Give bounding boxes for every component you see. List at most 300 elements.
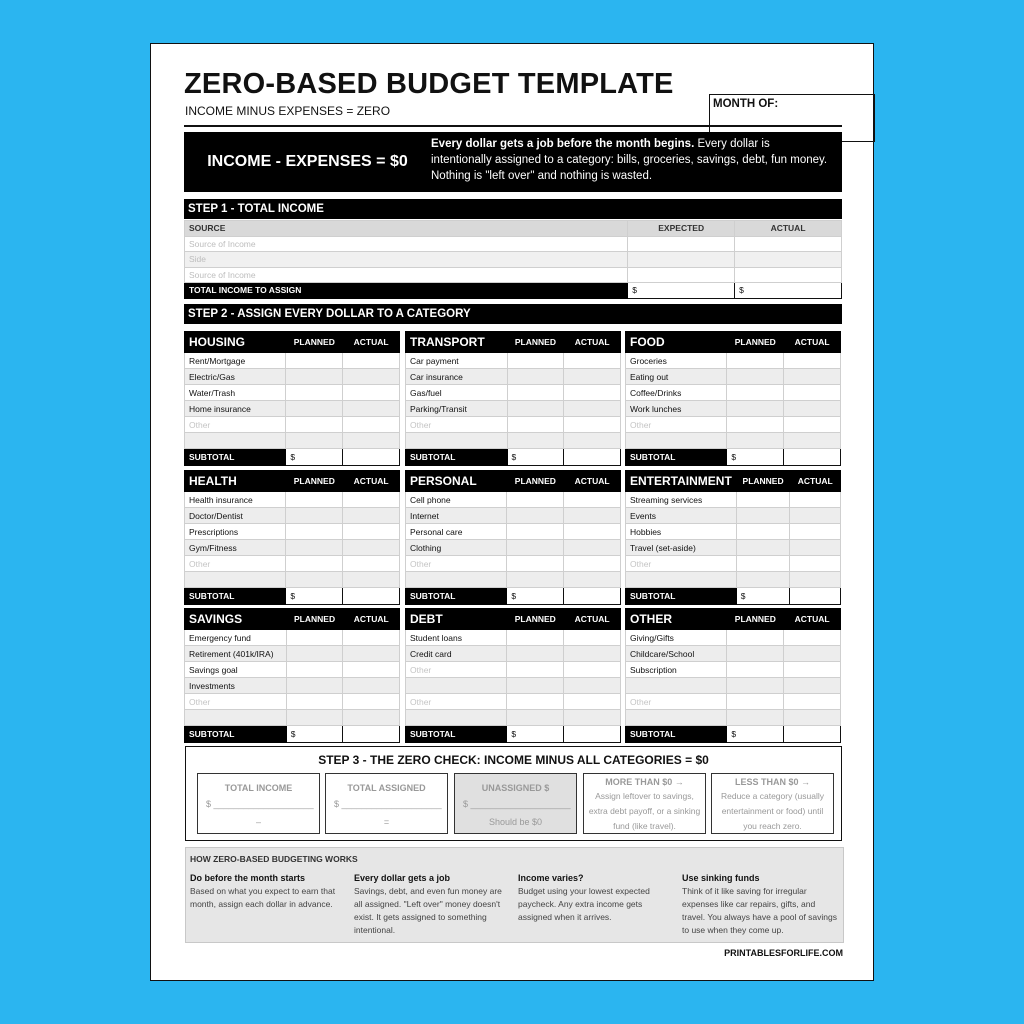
actual-cell[interactable] [784,401,841,417]
box-title: TOTAL INCOME [224,783,293,793]
table-row [406,630,621,646]
actual-cell[interactable] [790,508,841,524]
col-planned: PLANNED [286,609,343,630]
subtotal-label: SUBTOTAL [406,726,507,743]
actual-cell[interactable] [564,385,621,401]
how-column-title: Every dollar gets a job [354,873,451,883]
category-name: HEALTH [185,471,286,492]
col-actual: ACTUAL [564,471,621,492]
category-table [405,331,621,466]
line-item-label[interactable]: Water/Trash [185,385,286,401]
how-column-title: Income varies? [518,873,584,883]
actual-cell[interactable] [343,353,400,369]
actual-cell[interactable] [564,369,621,385]
planned-cell[interactable] [727,646,784,662]
actual-cell[interactable] [564,353,621,369]
subtotal-planned[interactable]: $ [507,726,564,743]
line-item-label[interactable]: Events [626,508,737,524]
total-assigned-box[interactable] [325,773,448,834]
actual-cell[interactable] [564,401,621,417]
planned-cell[interactable] [507,710,564,726]
line-item-label[interactable]: Work lunches [626,401,727,417]
actual-cell[interactable] [784,710,841,726]
table-row [626,524,841,540]
actual-cell[interactable] [790,540,841,556]
planned-cell[interactable] [507,492,564,508]
less-than-zero-box [711,773,834,834]
total-income-box[interactable] [197,773,320,834]
how-column [682,873,840,937]
actual-cell[interactable] [784,417,841,433]
line-item-label[interactable]: Coffee/Drinks [626,385,727,401]
actual-cell[interactable] [784,353,841,369]
table-row [626,572,841,588]
planned-cell[interactable] [507,540,564,556]
category-table [405,470,621,605]
table-row [626,678,841,694]
category-food [625,331,841,466]
budget-page [150,43,874,981]
col-planned: PLANNED [507,609,564,630]
planned-cell[interactable] [727,401,784,417]
planned-cell[interactable] [736,540,790,556]
line-item-label[interactable]: Other [406,556,507,572]
income-source-cell[interactable]: Side [185,252,628,268]
actual-cell[interactable] [343,540,400,556]
subtotal-actual[interactable] [564,726,621,743]
box-value: $ ____________________ [463,799,571,809]
total-income-expected[interactable]: $ [628,283,735,299]
line-item-label[interactable]: Other [185,417,286,433]
line-item-label[interactable]: Gym/Fitness [185,540,286,556]
planned-cell[interactable] [286,662,343,678]
category-debt [405,608,621,743]
actual-cell[interactable] [343,694,400,710]
category-savings [184,608,400,743]
actual-cell[interactable] [790,556,841,572]
category-other [625,608,841,743]
planned-cell[interactable] [736,524,790,540]
box-note: Assign leftover to savings, extra debt payoff, or a sinking fund (like travel). [588,791,701,831]
line-item-label[interactable]: Emergency fund [185,630,287,646]
planned-cell[interactable] [286,433,343,449]
table-row [185,401,400,417]
table-row [626,385,841,401]
table-row [185,433,400,449]
actual-cell[interactable] [343,572,400,588]
box-value: $ ____________________ [334,799,442,809]
subtotal-label: SUBTOTAL [626,726,727,743]
planned-cell[interactable] [286,630,343,646]
planned-cell[interactable] [727,678,784,694]
actual-cell[interactable] [343,492,400,508]
line-item-label[interactable] [185,433,286,449]
planned-cell[interactable] [286,353,343,369]
planned-cell[interactable] [736,508,790,524]
subtotal-planned[interactable]: $ [736,588,790,605]
category-name: FOOD [626,332,727,353]
table-row [185,662,400,678]
actual-cell[interactable] [564,508,621,524]
subtotal-planned[interactable]: $ [507,588,564,605]
actual-cell[interactable] [564,417,621,433]
line-item-label[interactable]: Other [185,694,287,710]
unassigned-box[interactable] [454,773,577,834]
category-name: HOUSING [185,332,286,353]
subtotal-actual[interactable] [784,449,841,466]
how-column [354,873,512,937]
table-row [185,353,400,369]
zero-check [185,746,842,841]
planned-cell[interactable] [507,678,564,694]
line-item-label[interactable] [406,710,507,726]
income-expected-cell[interactable] [628,267,735,283]
table-row [626,630,841,646]
table-row [185,556,400,572]
planned-cell[interactable] [286,694,343,710]
actual-cell[interactable] [343,630,400,646]
actual-cell[interactable] [564,572,621,588]
equation-banner [184,132,842,192]
subtotal-planned[interactable]: $ [507,449,564,466]
actual-cell[interactable] [564,492,621,508]
step2-title: STEP 2 - ASSIGN EVERY DOLLAR TO A CATEGORY [184,304,842,324]
box-operator: – [255,817,261,827]
subtotal-actual[interactable] [343,449,400,466]
subtotal-label: SUBTOTAL [626,449,727,466]
actual-cell[interactable] [784,433,841,449]
line-item-label[interactable] [626,433,727,449]
step3-title: STEP 3 - THE ZERO CHECK: INCOME MINUS ALL CATEGORIES = $0 [318,753,709,767]
how-column-body: Based on what you expect to earn that month, assign each dollar in advance. [190,886,336,909]
actual-cell[interactable] [564,678,621,694]
planned-cell[interactable] [286,417,343,433]
table-row [626,353,841,369]
line-item-label[interactable]: Other [626,556,737,572]
subtotal-planned[interactable]: $ [286,449,343,466]
planned-cell[interactable] [507,401,564,417]
table-row [185,540,400,556]
planned-cell[interactable] [507,385,564,401]
table-row [406,678,621,694]
col-planned: PLANNED [286,471,343,492]
subtotal-label: SUBTOTAL [185,588,286,605]
planned-cell[interactable] [507,353,564,369]
planned-cell[interactable] [286,492,343,508]
planned-cell[interactable] [727,417,784,433]
category-table [184,470,400,605]
planned-cell[interactable] [286,678,343,694]
planned-cell[interactable] [507,508,564,524]
how-it-works [185,847,844,943]
line-item-label[interactable]: Other [406,694,507,710]
actual-cell[interactable] [564,433,621,449]
actual-cell[interactable] [784,369,841,385]
col-planned: PLANNED [736,471,790,492]
planned-cell[interactable] [727,710,784,726]
table-row [626,492,841,508]
planned-cell[interactable] [507,572,564,588]
actual-cell[interactable] [343,385,400,401]
planned-cell[interactable] [286,646,343,662]
table-row [626,369,841,385]
planned-cell[interactable] [507,433,564,449]
category-entertainment [625,470,841,605]
banner-text: Every dollar is intentionally assigned to a category: bills, groceries, savings, debt, fun money. Nothing is "left over" and nothing is wasted. [431,138,828,182]
table-row [626,401,841,417]
table-row [185,508,400,524]
line-item-label[interactable]: Personal care [406,524,507,540]
category-table [184,331,400,466]
line-item-label[interactable]: Rent/Mortgage [185,353,286,369]
planned-cell[interactable] [286,524,343,540]
line-item-label[interactable]: Parking/Transit [406,401,508,417]
col-planned: PLANNED [727,609,784,630]
actual-cell[interactable] [784,678,841,694]
planned-cell[interactable] [507,524,564,540]
month-label: MONTH OF: [713,98,779,110]
planned-cell[interactable] [507,630,564,646]
subtotal-actual[interactable] [784,726,841,743]
income-actual-cell[interactable] [735,267,842,283]
category-table [405,608,621,743]
actual-cell[interactable] [784,385,841,401]
table-row [185,646,400,662]
planned-cell[interactable] [507,417,564,433]
table-row [185,630,400,646]
subtotal-actual[interactable] [343,726,400,743]
line-item-label[interactable]: Groceries [626,353,727,369]
planned-cell[interactable] [727,433,784,449]
planned-cell[interactable] [727,369,784,385]
planned-cell[interactable] [286,540,343,556]
actual-cell[interactable] [564,556,621,572]
table-row [406,369,621,385]
planned-cell[interactable] [736,556,790,572]
planned-cell[interactable] [727,694,784,710]
category-name: ENTERTAINMENT [626,471,737,492]
line-item-label[interactable]: Health insurance [185,492,286,508]
planned-cell[interactable] [286,401,343,417]
subtotal-planned[interactable]: $ [286,588,343,605]
line-item-label[interactable]: Investments [185,678,287,694]
planned-cell[interactable] [736,572,790,588]
line-item-label[interactable] [626,710,727,726]
category-table [625,608,841,743]
actual-cell[interactable] [564,662,621,678]
actual-cell[interactable] [564,694,621,710]
line-item-label[interactable]: Car insurance [406,369,508,385]
category-table [625,470,841,605]
line-item-label[interactable] [185,710,287,726]
line-item-label[interactable]: Student loans [406,630,507,646]
actual-cell[interactable] [784,646,841,662]
how-column-body: Savings, debt, and even fun money are all assigned. "Left over" money doesn't exist. It gets assigned to something intentional. [354,886,502,935]
line-item-label[interactable]: Car payment [406,353,508,369]
actual-cell[interactable] [343,433,400,449]
actual-cell[interactable] [564,524,621,540]
actual-cell[interactable] [784,662,841,678]
income-source-cell[interactable]: Source of Income [185,267,628,283]
line-item-label[interactable]: Hobbies [626,524,737,540]
actual-cell[interactable] [790,524,841,540]
table-row [406,694,621,710]
planned-cell[interactable] [507,662,564,678]
col-expected: EXPECTED [628,221,735,237]
income-actual-cell[interactable] [735,236,842,252]
planned-cell[interactable] [727,630,784,646]
category-personal [405,470,621,605]
line-item-label[interactable]: Cell phone [406,492,507,508]
actual-cell[interactable] [790,572,841,588]
actual-cell[interactable] [343,524,400,540]
line-item-label[interactable]: Doctor/Dentist [185,508,286,524]
line-item-label[interactable]: Clothing [406,540,507,556]
actual-cell[interactable] [343,662,400,678]
planned-cell[interactable] [286,710,343,726]
how-title: HOW ZERO-BASED BUDGETING WORKS [190,854,358,864]
more-than-zero-box [583,773,706,834]
line-item-label[interactable] [185,572,286,588]
planned-cell[interactable] [286,572,343,588]
line-item-label[interactable]: Giving/Gifts [626,630,727,646]
line-item-label[interactable]: Other [626,417,727,433]
total-income-label: TOTAL INCOME TO ASSIGN [185,283,628,299]
line-item-label[interactable] [626,572,737,588]
actual-cell[interactable] [343,556,400,572]
line-item-label[interactable]: Savings goal [185,662,287,678]
line-item-label[interactable]: Home insurance [185,401,286,417]
actual-cell[interactable] [784,630,841,646]
line-item-label[interactable]: Electric/Gas [185,369,286,385]
actual-cell[interactable] [343,369,400,385]
subtotal-actual[interactable] [343,588,400,605]
subtotal-actual[interactable] [564,449,621,466]
planned-cell[interactable] [286,556,343,572]
line-item-label[interactable]: Credit card [406,646,507,662]
total-income-actual[interactable]: $ [735,283,842,299]
subtotal-planned[interactable]: $ [727,449,784,466]
col-actual: ACTUAL [735,221,842,237]
table-row [185,492,400,508]
table-row [626,433,841,449]
table-row [406,492,621,508]
col-actual: ACTUAL [343,332,400,353]
income-source-cell[interactable]: Source of Income [185,236,628,252]
table-row [185,385,400,401]
table-row [185,710,400,726]
line-item-label[interactable]: Prescriptions [185,524,286,540]
category-table [625,331,841,466]
income-expected-cell[interactable] [628,252,735,268]
col-actual: ACTUAL [343,609,400,630]
subtotal-planned[interactable]: $ [286,726,343,743]
planned-cell[interactable] [286,385,343,401]
line-item-label[interactable]: Childcare/School [626,646,727,662]
subtotal-actual[interactable] [564,588,621,605]
actual-cell[interactable] [564,646,621,662]
actual-cell[interactable] [343,710,400,726]
category-name: TRANSPORT [406,332,508,353]
actual-cell[interactable] [564,630,621,646]
line-item-label[interactable]: Retirement (401k/IRA) [185,646,287,662]
subtotal-label: SUBTOTAL [406,588,507,605]
line-item-label[interactable]: Gas/fuel [406,385,508,401]
category-name: SAVINGS [185,609,287,630]
planned-cell[interactable] [736,492,790,508]
actual-cell[interactable] [790,492,841,508]
planned-cell[interactable] [727,353,784,369]
col-actual: ACTUAL [784,609,841,630]
actual-cell[interactable] [564,540,621,556]
category-health [184,470,400,605]
planned-cell[interactable] [727,662,784,678]
line-item-label[interactable]: Other [406,417,508,433]
actual-cell[interactable] [343,417,400,433]
income-expected-cell[interactable] [628,236,735,252]
banner-description [431,136,831,184]
line-item-label[interactable]: Internet [406,508,507,524]
subtotal-actual[interactable] [790,588,841,605]
planned-cell[interactable] [507,369,564,385]
line-item-label[interactable]: Eating out [626,369,727,385]
table-row [406,646,621,662]
line-item-label[interactable] [406,678,507,694]
planned-cell[interactable] [507,646,564,662]
subtotal-planned[interactable]: $ [727,726,784,743]
table-row [626,540,841,556]
how-column [518,873,676,924]
table-row [406,353,621,369]
banner-equation: INCOME - EXPENSES = $0 [207,153,408,170]
col-actual: ACTUAL [564,332,621,353]
planned-cell[interactable] [286,369,343,385]
line-item-label[interactable]: Other [185,556,286,572]
actual-cell[interactable] [343,401,400,417]
table-row [626,662,841,678]
col-actual: ACTUAL [343,471,400,492]
line-item-label[interactable]: Subscription [626,662,727,678]
planned-cell[interactable] [507,694,564,710]
table-row [406,556,621,572]
box-note: Reduce a category (usually entertainment or food) until you reach zero. [720,791,824,831]
actual-cell[interactable] [784,694,841,710]
line-item-label[interactable] [626,678,727,694]
planned-cell[interactable] [286,508,343,524]
line-item-label[interactable]: Travel (set-aside) [626,540,737,556]
actual-cell[interactable] [343,508,400,524]
planned-cell[interactable] [507,556,564,572]
income-actual-cell[interactable] [735,252,842,268]
category-transport [405,331,621,466]
table-row [626,646,841,662]
how-column-body: Think of it like saving for irregular expenses like car repairs, gifts, and travel. You always have a pool of savings to use when they come up. [682,886,837,935]
line-item-label[interactable]: Other [626,694,727,710]
category-name: OTHER [626,609,727,630]
line-item-label[interactable]: Streaming services [626,492,737,508]
actual-cell[interactable] [564,710,621,726]
box-value: $ ____________________ [206,799,314,809]
actual-cell[interactable] [343,646,400,662]
site-footer: PRINTABLESFORLIFE.COM [724,948,843,958]
table-row [185,572,400,588]
line-item-label[interactable] [406,572,507,588]
planned-cell[interactable] [727,385,784,401]
line-item-label[interactable]: Other [406,662,507,678]
line-item-label[interactable] [406,433,508,449]
col-actual: ACTUAL [784,332,841,353]
actual-cell[interactable] [343,678,400,694]
